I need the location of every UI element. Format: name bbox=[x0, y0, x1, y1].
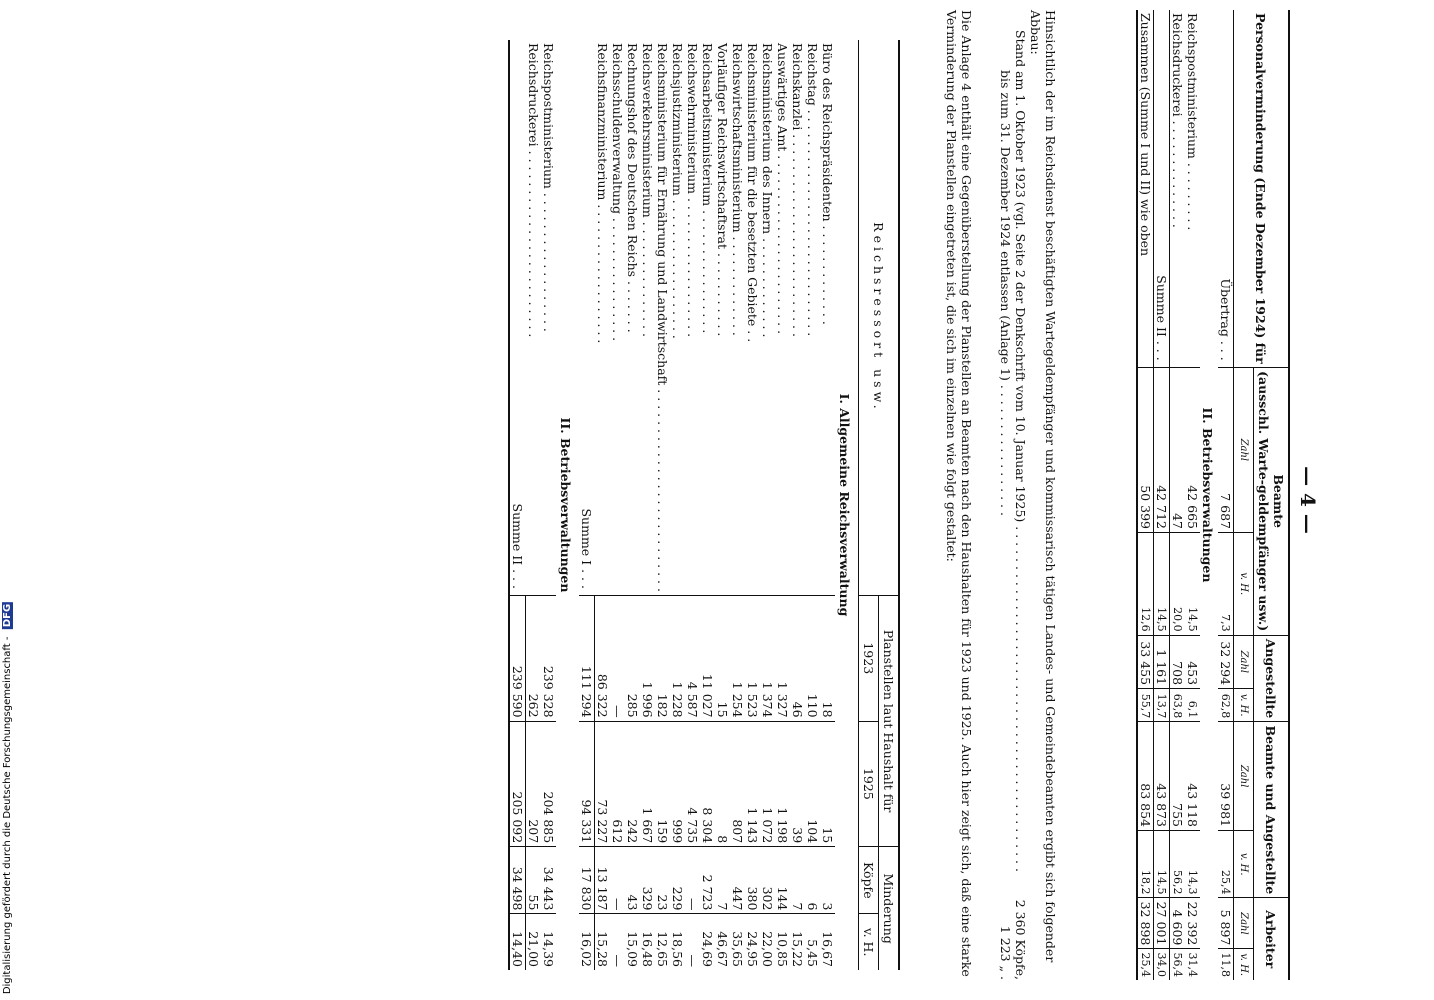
section-row bbox=[835, 40, 859, 970]
row-label: Reichsarbeitsministerium . . . . . . . . . . . . . . . . bbox=[700, 43, 715, 334]
row-label: Reichsdruckerei . . . . . . . . . . . . . . bbox=[1170, 13, 1185, 228]
cell: 18,56 bbox=[670, 914, 685, 970]
table-row bbox=[610, 40, 625, 970]
table-row bbox=[685, 40, 700, 970]
cell: 104 bbox=[805, 721, 820, 847]
table-row bbox=[790, 40, 805, 970]
cell: 1 072 bbox=[760, 721, 775, 847]
cell: 239 590 bbox=[509, 595, 526, 721]
cell: 1 996 bbox=[640, 595, 655, 721]
cell: 1 523 bbox=[745, 595, 760, 721]
section-heading: II. Betriebsverwaltungen bbox=[558, 417, 573, 593]
cell: 12,65 bbox=[655, 914, 670, 970]
table2-head-1925: 1925 bbox=[859, 721, 879, 847]
cell: 2 723 bbox=[700, 847, 715, 914]
cell: 1 667 bbox=[640, 721, 655, 847]
cell: 17 830 bbox=[579, 847, 595, 914]
cell: 43 bbox=[625, 847, 640, 914]
cell: 7,3 bbox=[1218, 532, 1234, 635]
row-label: Reichsministerium für Ernährung und Landwirtschaft . . . . . . . . . . . . . . . . . . . . . . . . . . bbox=[655, 43, 670, 592]
calc-line bbox=[998, 10, 1013, 980]
cell: 262 bbox=[526, 595, 542, 721]
table-row bbox=[775, 40, 790, 970]
cell: 1 327 bbox=[775, 595, 790, 721]
cell: 144 bbox=[775, 847, 790, 914]
calc-line-label: bis zum 31. Dezember 1924 entlassen (Anlage 1) . . . . . . . . . . . . . . . . . bbox=[998, 70, 1013, 516]
row-label: Summe II . . . bbox=[510, 503, 526, 589]
sub-zahl: Zahl bbox=[1234, 635, 1254, 689]
row-label: Übertrag . . . bbox=[1218, 278, 1233, 361]
cell: 159 bbox=[655, 721, 670, 847]
dfg-logo: DFG bbox=[2, 603, 13, 628]
cell: 10,85 bbox=[775, 914, 790, 970]
cell: 13,7 bbox=[1154, 689, 1170, 722]
cell: 24,95 bbox=[745, 914, 760, 970]
cell: 14,39 bbox=[541, 914, 556, 970]
cell: 24,69 bbox=[700, 914, 715, 970]
cell: 14,5 bbox=[1185, 532, 1200, 635]
cell: 46,67 bbox=[715, 914, 730, 970]
cell: 83 854 bbox=[1137, 722, 1154, 831]
table-row bbox=[526, 40, 542, 970]
cell: 63,8 bbox=[1170, 689, 1186, 722]
cell: 39 bbox=[790, 721, 805, 847]
table-row bbox=[700, 40, 715, 970]
cell: 229 bbox=[670, 847, 685, 914]
calc-line bbox=[1013, 10, 1028, 980]
row-label: Zusammen (Summe I und II) wie oben bbox=[1137, 10, 1154, 367]
cell: 8 304 bbox=[700, 721, 715, 847]
cell: 15 bbox=[820, 721, 835, 847]
cell: 242 bbox=[625, 721, 640, 847]
cell: 55 bbox=[526, 847, 542, 914]
cell: 25,4 bbox=[1218, 831, 1234, 898]
cell: 94 331 bbox=[579, 721, 595, 847]
cell: 33 455 bbox=[1137, 635, 1154, 689]
table1-group-angestellte: Angestellte bbox=[1254, 635, 1290, 722]
cell: 22,00 bbox=[760, 914, 775, 970]
cell: 27 001 bbox=[1154, 898, 1170, 949]
cell: 1 161 bbox=[1154, 635, 1170, 689]
paragraph-anlage4: Die Anlage 4 enthält eine Gegenüberstellung der Planstellen an Beamten nach den Haushalten für 1923 und 1925. Auch hier zeigt sich, daß eine starke Verminderung der Planstellen eingetreten ist, die sich im einzelnen wie folgt gestaltet: bbox=[944, 10, 974, 977]
table1-head-label: Personalverminderung (Ende Dezember 1924) für bbox=[1234, 10, 1290, 367]
row-label: Reichspostministerium . . . . . . . . . bbox=[1185, 13, 1200, 231]
cell: 34 498 bbox=[509, 847, 526, 914]
cell: 73 227 bbox=[595, 721, 611, 847]
cell: 5 897 bbox=[1218, 898, 1234, 949]
cell: 807 bbox=[730, 721, 745, 847]
cell: 302 bbox=[760, 847, 775, 914]
cell: — bbox=[610, 595, 625, 721]
cell: 15 bbox=[715, 595, 730, 721]
cell: 55,7 bbox=[1137, 689, 1154, 722]
cell: 285 bbox=[625, 595, 640, 721]
row-label: Reichskanzlei . . . . . . . . . . . . . . . . . . . . . . . . . . bbox=[790, 43, 805, 337]
planstellen-table bbox=[508, 40, 900, 970]
cell: 329 bbox=[640, 847, 655, 914]
table1-group-beamte-angestellte: Beamte und Angestellte bbox=[1254, 722, 1290, 898]
cell: 3 bbox=[820, 847, 835, 914]
cell: 453 bbox=[1185, 635, 1200, 689]
calc-line-value: 2 360 Köpfe, bbox=[1013, 899, 1028, 980]
cell: 86 322 bbox=[595, 595, 611, 721]
cell: 14,5 bbox=[1154, 532, 1170, 635]
page-number: — 4 — bbox=[1296, 466, 1320, 534]
cell: 1 143 bbox=[745, 721, 760, 847]
cell: 7 bbox=[715, 847, 730, 914]
cell: 16,02 bbox=[579, 914, 595, 970]
cell: 46 bbox=[790, 595, 805, 721]
cell: 7 bbox=[790, 847, 805, 914]
row-label: Auswärtiges Amt . . . . . . . . . . . . . . . . . . . . . . . bbox=[775, 43, 790, 335]
row-label: Summe I . . . bbox=[579, 508, 595, 589]
table1-group-arbeiter: Arbeiter bbox=[1254, 898, 1290, 980]
personnel-reduction-table bbox=[1136, 10, 1290, 980]
cell: 111 294 bbox=[579, 595, 595, 721]
cell: — bbox=[685, 914, 700, 970]
cell: 1 374 bbox=[760, 595, 775, 721]
cell: 42 665 bbox=[1185, 367, 1200, 532]
table-row bbox=[541, 40, 556, 970]
cell: 43 118 bbox=[1185, 722, 1200, 831]
footer-text: Digitalisierung gefördert durch die Deutsche Forschungsgemeinschaft - bbox=[2, 636, 13, 994]
cell: 62,8 bbox=[1218, 689, 1234, 722]
row-label: Reichsschuldenverwaltung . . . . . . . . . . . . . . . . bbox=[610, 43, 625, 342]
cell: 204 885 bbox=[541, 721, 556, 847]
cell: 6 bbox=[805, 847, 820, 914]
sub-zahl: Zahl bbox=[1234, 722, 1254, 831]
cell: 7 687 bbox=[1218, 367, 1234, 532]
total-row bbox=[1137, 10, 1154, 980]
cell: — bbox=[610, 914, 625, 970]
cell: 755 bbox=[1170, 722, 1186, 831]
cell: 999 bbox=[670, 721, 685, 847]
table2-head-1923: 1923 bbox=[859, 595, 879, 721]
cell: 16,48 bbox=[640, 914, 655, 970]
sum-row bbox=[579, 40, 595, 970]
table2-head-vh: v. H. bbox=[859, 914, 879, 970]
cell: 47 bbox=[1170, 367, 1186, 532]
cell: 1 228 bbox=[670, 595, 685, 721]
table-row bbox=[595, 40, 611, 970]
cell: 23 bbox=[655, 847, 670, 914]
sub-zahl: Zahl bbox=[1234, 898, 1254, 949]
table-row bbox=[805, 40, 820, 970]
table-row bbox=[760, 40, 775, 970]
cell: 14,3 bbox=[1185, 831, 1200, 898]
sub-vh: v. H. bbox=[1234, 949, 1254, 980]
paragraph-wartegeld bbox=[998, 10, 1058, 980]
cell: 1 198 bbox=[775, 721, 790, 847]
section-heading: I. Allgemeine Reichsverwaltung bbox=[837, 393, 852, 617]
calc-line-value: 1 223 „ . bbox=[998, 925, 1013, 980]
cell: 20,0 bbox=[1170, 532, 1186, 635]
cell: 14,40 bbox=[509, 914, 526, 970]
cell: 56,2 bbox=[1170, 831, 1186, 898]
table-row bbox=[745, 40, 760, 970]
row-label: Reichsjustizministerium . . . . . . . . . . . . . . . . . . bbox=[670, 43, 685, 339]
cell: 239 328 bbox=[541, 595, 556, 721]
table-row bbox=[715, 40, 730, 970]
table2-head-label: Reichsressort usw. bbox=[859, 40, 900, 595]
section-row bbox=[556, 40, 579, 970]
cell: 18,2 bbox=[1137, 831, 1154, 898]
table-row bbox=[1185, 10, 1200, 980]
row-label: Reichspostministerium . . . . . . . . . . . . . . . . . . bbox=[541, 43, 556, 332]
cell: 15,28 bbox=[595, 914, 611, 970]
cell: 612 bbox=[610, 721, 625, 847]
row-label: Reichsfinanzministerium . . . . . . . . . . . . . . . . . . bbox=[594, 43, 610, 344]
cell: 1 254 bbox=[730, 595, 745, 721]
cell: 25,4 bbox=[1137, 949, 1154, 980]
table2-head-plan: Planstellen laut Haushalt für bbox=[879, 595, 900, 846]
table-row bbox=[1170, 10, 1186, 980]
table-row bbox=[730, 40, 745, 970]
sub-vh: v. H. bbox=[1234, 532, 1254, 635]
group-note: (ausschl. Warte-geldempfänger usw.) bbox=[1256, 371, 1271, 632]
row-label: Reichsministerium des Innern . . . . . . . . . . . . . bbox=[760, 43, 775, 338]
cell: 32 898 bbox=[1137, 898, 1154, 949]
sum-row bbox=[509, 40, 526, 970]
row-label: Reichswehrministerium . . . . . . . . . . . . . . . . . . bbox=[685, 43, 700, 338]
cell: 15,09 bbox=[625, 914, 640, 970]
cell: — bbox=[610, 847, 625, 914]
cell: 380 bbox=[745, 847, 760, 914]
row-label: Summe II . . . bbox=[1154, 10, 1170, 367]
cell: 39 981 bbox=[1218, 722, 1234, 831]
cell: 32 294 bbox=[1218, 635, 1234, 689]
table-row bbox=[1218, 10, 1234, 980]
cell: 182 bbox=[655, 595, 670, 721]
cell: 11,8 bbox=[1218, 949, 1234, 980]
row-label: Reichstag . . . . . . . . . . . . . . . . . . . . . . . . . . . . . bbox=[805, 43, 820, 337]
cell: 15,22 bbox=[790, 914, 805, 970]
cell: 207 bbox=[526, 721, 542, 847]
cell: 50 399 bbox=[1137, 367, 1154, 532]
cell: 110 bbox=[805, 595, 820, 721]
table-row bbox=[820, 40, 835, 970]
funding-footer bbox=[2, 602, 13, 994]
table2-head-koepfe: Köpfe bbox=[859, 847, 879, 914]
cell: 447 bbox=[730, 847, 745, 914]
cell: — bbox=[685, 847, 700, 914]
cell: 8 bbox=[715, 721, 730, 847]
cell: 205 092 bbox=[509, 721, 526, 847]
row-label: Büro des Reichspräsidenten . . . . . . . . . . . . . bbox=[820, 43, 835, 325]
rotated-page bbox=[148, 0, 1320, 1000]
cell: 22 392 bbox=[1185, 898, 1200, 949]
cell: 12,6 bbox=[1137, 532, 1154, 635]
row-label: Vorläufiger Reichswirtschaftsrat . . . . . . . . . . . bbox=[715, 43, 730, 337]
row-label: Reichsministerium für die besetzten Gebiete . . bbox=[745, 43, 760, 343]
cell: 4 587 bbox=[685, 595, 700, 721]
cell: 34,0 bbox=[1154, 949, 1170, 980]
cell: 13 187 bbox=[595, 847, 611, 914]
cell: 6,1 bbox=[1185, 689, 1200, 722]
cell: 43 873 bbox=[1154, 722, 1170, 831]
row-label: Reichsdruckerei . . . . . . . . . . . . . . . . . . . . . . . . bbox=[525, 43, 541, 338]
cell: 35,65 bbox=[730, 914, 745, 970]
cell: 21,00 bbox=[526, 914, 542, 970]
cell: 4 735 bbox=[685, 721, 700, 847]
calc-line-label: Stand am 1. Oktober 1923 (vgl. Seite 2 der Denkschrift vom 10. Januar 1925) . . . . . . . . . . . . . . . . . . . . . . . . . . . . . . . . . . . . . . . . . . . . bbox=[1013, 30, 1028, 872]
paragraph-text: Hinsichtlich der im Reichsdienst beschäftigten Wartegeldempfänger und kommissarisch tätigen Landes- und Gemeindebeamten ergibt sich folgender Abbau: bbox=[1028, 10, 1058, 963]
group-label: Beamte bbox=[1271, 474, 1286, 528]
cell: 42 712 bbox=[1154, 367, 1170, 532]
section-row bbox=[1200, 10, 1218, 980]
table1-group-beamte bbox=[1254, 367, 1290, 635]
table-row bbox=[640, 40, 655, 970]
table-row bbox=[655, 40, 670, 970]
cell: 56,4 bbox=[1170, 949, 1186, 980]
section-heading: II. Betriebsverwaltungen bbox=[1200, 407, 1215, 583]
sub-vh: v. H. bbox=[1234, 689, 1254, 722]
cell: 31,4 bbox=[1185, 949, 1200, 980]
table2-head-minderung: Minderung bbox=[879, 847, 900, 970]
cell: 708 bbox=[1170, 635, 1186, 689]
cell: 34 443 bbox=[541, 847, 556, 914]
cell: 16,67 bbox=[820, 914, 835, 970]
cell: 18 bbox=[820, 595, 835, 721]
table-row bbox=[625, 40, 640, 970]
cell: 5,45 bbox=[805, 914, 820, 970]
cell: 4 609 bbox=[1170, 898, 1186, 949]
row-label: Reichsverkehrsministerium . . . . . . . . . . . . . . . bbox=[640, 43, 655, 337]
sub-zahl: Zahl bbox=[1234, 367, 1254, 532]
sum-row bbox=[1154, 10, 1170, 980]
sub-vh: v. H. bbox=[1234, 831, 1254, 898]
row-label: Reichswirtschaftsministerium . . . . . . . . . . . . . bbox=[730, 43, 745, 336]
table-row bbox=[670, 40, 685, 970]
row-label: Rechnungshof des Deutschen Reichs . . . . . . . bbox=[625, 43, 640, 333]
cell: 14,5 bbox=[1154, 831, 1170, 898]
cell: 11 027 bbox=[700, 595, 715, 721]
